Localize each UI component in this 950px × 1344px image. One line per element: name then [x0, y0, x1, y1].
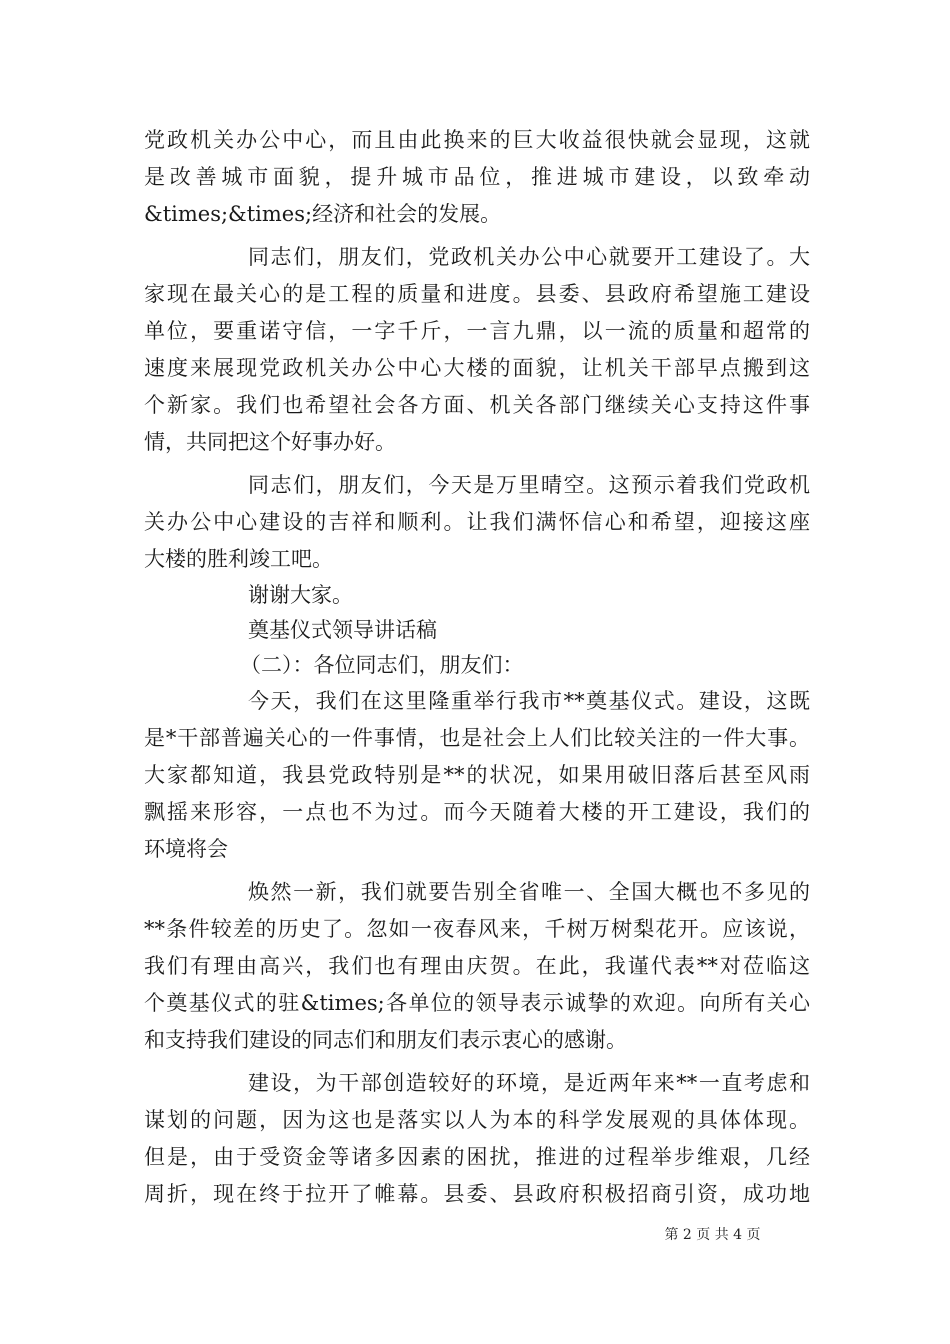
text-line: 谢谢大家。 — [248, 583, 353, 607]
text-line: 同志们，朋友们，今天是万里晴空。这预示着我们党政机 — [248, 473, 810, 497]
text-line: 但是，由于受资金等诸多因素的困扰，推进的过程举步维艰，几经 — [144, 1145, 810, 1169]
text-line: 是*干部普遍关心的一件事情，也是社会上人们比较关注的一件大事。 — [144, 726, 810, 750]
text-line: 是改善城市面貌，提升城市品位，推进城市建设，以致牵动 — [144, 165, 810, 189]
text-line: 大楼的胜利竣工吧。 — [144, 547, 333, 571]
text-line: 周折，现在终于拉开了帷幕。县委、县政府积极招商引资，成功地 — [144, 1182, 810, 1206]
page-number: 第 2 页 共 4 页 — [664, 1227, 761, 1243]
text-line: 谋划的问题，因为这也是落实以人为本的科学发展观的具体体现。 — [144, 1108, 810, 1132]
document-body — [144, 122, 810, 1213]
text-line: 飘摇来形容，一点也不为过。而今天随着大楼的开工建设，我们的 — [144, 800, 810, 824]
text-line: 和支持我们建设的同志们和朋友们表示衷心的感谢。 — [144, 1028, 627, 1052]
text-line: &times;&times;经济和社会的发展。 — [144, 202, 502, 226]
text-line: 个奠基仪式的驻&times;各单位的领导表示诚挚的欢迎。向所有关心 — [144, 991, 810, 1015]
text-line: 速度来展现党政机关办公中心大楼的面貌，让机关干部早点搬到这 — [144, 356, 810, 380]
text-line: 个新家。我们也希望社会各方面、机关各部门继续关心支持这件事 — [144, 393, 810, 417]
text-line: 环境将会 — [144, 837, 228, 861]
text-line: 情，共同把这个好事办好。 — [144, 430, 396, 454]
text-line: 党政机关办公中心，而且由此换来的巨大收益很快就会显现，这就 — [144, 128, 810, 152]
text-line: 焕然一新，我们就要告别全省唯一、全国大概也不多见的 — [248, 880, 810, 904]
text-line: 建设，为干部创造较好的环境，是近两年来**一直考虑和 — [248, 1071, 810, 1095]
text-line: 同志们，朋友们，党政机关办公中心就要开工建设了。大 — [248, 245, 810, 269]
page-footer — [0, 1224, 950, 1244]
text-line: 关办公中心建设的吉祥和顺利。让我们满怀信心和希望，迎接这座 — [144, 510, 810, 534]
text-line: **条件较差的历史了。忽如一夜春风来，千树万树梨花开。应该说， — [144, 917, 810, 941]
text-line: 家现在最关心的是工程的质量和进度。县委、县政府希望施工建设 — [144, 282, 810, 306]
text-line: 我们有理由高兴，我们也有理由庆贺。在此，我谨代表**对莅临这 — [144, 954, 810, 978]
salutation: （二）：各位同志们，朋友们： — [240, 653, 524, 677]
text-line: 大家都知道，我县党政特别是**的状况，如果用破旧落后甚至风雨 — [144, 763, 810, 787]
text-line: 单位，要重诺守信，一字千斤，一言九鼎，以一流的质量和超常的 — [144, 319, 810, 343]
section-heading: 奠基仪式领导讲话稿 — [248, 618, 437, 642]
text-line: 今天，我们在这里隆重举行我市**奠基仪式。建设，这既 — [248, 689, 810, 713]
